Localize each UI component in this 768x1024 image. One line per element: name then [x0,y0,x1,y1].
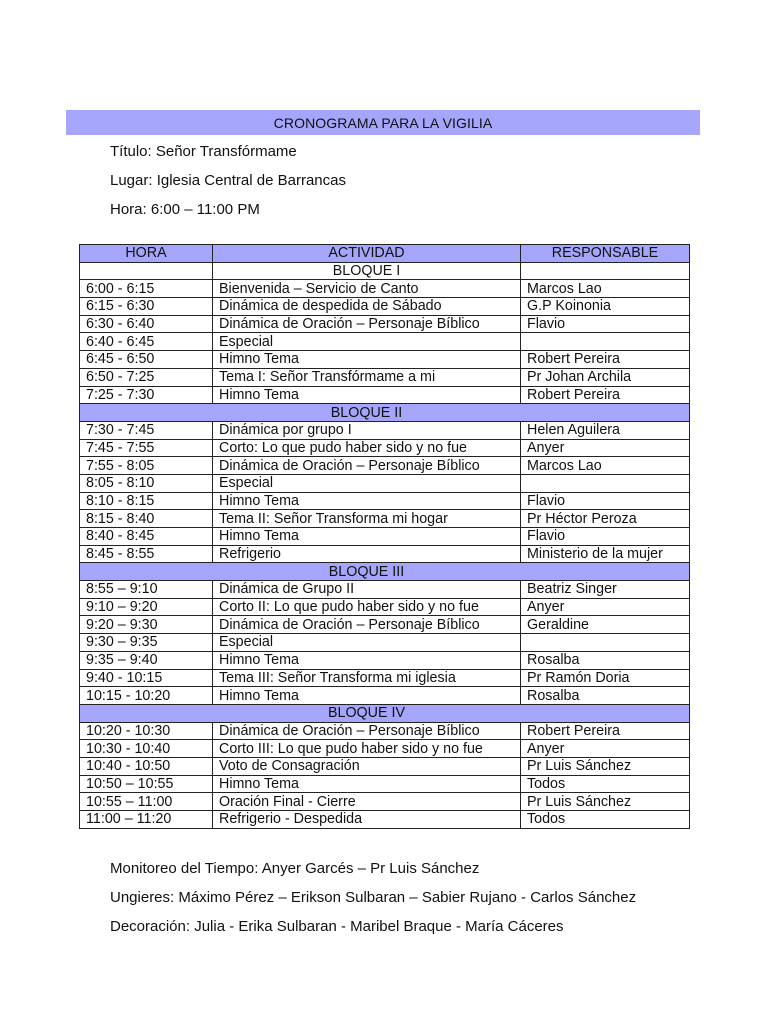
hora-cell: 10:55 – 11:00 [80,793,213,811]
hora-cell: 7:25 - 7:30 [80,386,213,404]
ungieres-value: Máximo Pérez – Erikson Sulbaran – Sabier Rujano - Carlos Sánchez [174,889,637,906]
table-row [80,687,690,705]
lugar-label: Lugar: [110,172,153,189]
table-header-row [80,245,690,263]
responsable-cell: Todos [521,775,690,793]
table-row [80,333,690,351]
hora-value: 6:00 – 11:00 PM [146,201,260,218]
table-row [80,669,690,687]
hora-cell: 6:00 - 6:15 [80,280,213,298]
block-spacer [80,404,213,422]
hora-cell: 8:40 - 8:45 [80,528,213,546]
table-row [80,757,690,775]
block-spacer [80,563,213,581]
table-row [80,598,690,616]
actividad-cell: Voto de Consagración [213,757,521,775]
actividad-cell: Corto: Lo que pudo haber sido y no fue [213,439,521,457]
actividad-cell: Dinámica por grupo I [213,421,521,439]
meta-lugar [110,172,346,189]
actividad-cell: Corto II: Lo que pudo haber sido y no fue [213,598,521,616]
hora-cell: 8:15 - 8:40 [80,510,213,528]
block-spacer [521,704,690,722]
schedule-table [79,244,690,829]
hora-cell: 9:30 – 9:35 [80,634,213,652]
actividad-cell: Himno Tema [213,651,521,669]
actividad-cell: Dinámica de Oración – Personaje Bíblico [213,722,521,740]
block-row [80,262,690,280]
block-row [80,704,690,722]
table-row [80,634,690,652]
responsable-cell: Rosalba [521,651,690,669]
table-row [80,315,690,333]
actividad-cell: Himno Tema [213,492,521,510]
responsable-cell: Anyer [521,439,690,457]
hora-cell: 9:40 - 10:15 [80,669,213,687]
table-row [80,298,690,316]
lugar-value: Iglesia Central de Barrancas [152,172,346,189]
meta-titulo [110,143,297,160]
ungieres-label: Ungieres: [110,889,175,906]
actividad-cell: Dinámica de Oración – Personaje Bíblico [213,616,521,634]
decoracion-value: Julia - Erika Sulbaran - Maribel Braque - María Cáceres [190,918,564,935]
titulo-label: Título: [110,143,152,160]
hora-cell: 9:20 – 9:30 [80,616,213,634]
responsable-cell: Rosalba [521,687,690,705]
block-title: BLOQUE II [213,404,521,422]
responsable-cell: Marcos Lao [521,457,690,475]
table-row [80,740,690,758]
responsable-cell: Pr Luis Sánchez [521,793,690,811]
hora-cell: 6:40 - 6:45 [80,333,213,351]
actividad-cell: Himno Tema [213,528,521,546]
table-row [80,793,690,811]
actividad-cell: Especial [213,333,521,351]
actividad-cell: Corto III: Lo que pudo haber sido y no fue [213,740,521,758]
responsable-cell: Pr Ramón Doria [521,669,690,687]
block-spacer [80,704,213,722]
footer-monitoreo [110,860,479,877]
table-row [80,528,690,546]
meta-hora [110,201,260,218]
responsable-cell: Flavio [521,492,690,510]
hora-cell: 8:05 - 8:10 [80,474,213,492]
responsable-cell: Marcos Lao [521,280,690,298]
block-row [80,404,690,422]
responsable-cell [521,634,690,652]
hora-cell: 9:10 – 9:20 [80,598,213,616]
responsable-cell: Anyer [521,598,690,616]
hora-cell: 6:30 - 6:40 [80,315,213,333]
block-spacer [521,404,690,422]
hora-label: Hora: [110,201,147,218]
actividad-cell: Bienvenida – Servicio de Canto [213,280,521,298]
document-title: CRONOGRAMA PARA LA VIGILIA [66,110,700,135]
responsable-cell: Flavio [521,315,690,333]
hora-cell: 8:55 – 9:10 [80,581,213,599]
table-row [80,616,690,634]
table-row [80,722,690,740]
actividad-cell: Tema II: Señor Transforma mi hogar [213,510,521,528]
table-row [80,457,690,475]
hora-cell: 7:30 - 7:45 [80,421,213,439]
actividad-cell: Tema I: Señor Transfórmame a mi [213,368,521,386]
hora-cell: 10:20 - 10:30 [80,722,213,740]
actividad-cell: Dinámica de despedida de Sábado [213,298,521,316]
table-row [80,775,690,793]
hora-cell: 8:45 - 8:55 [80,545,213,563]
table-row [80,280,690,298]
responsable-cell: Robert Pereira [521,351,690,369]
actividad-cell: Dinámica de Oración – Personaje Bíblico [213,315,521,333]
actividad-cell: Himno Tema [213,687,521,705]
table-row [80,474,690,492]
header-actividad: ACTIVIDAD [213,245,521,263]
block-title: BLOQUE IV [213,704,521,722]
actividad-cell: Oración Final - Cierre [213,793,521,811]
responsable-cell: Robert Pereira [521,386,690,404]
block-spacer [521,563,690,581]
actividad-cell: Refrigerio - Despedida [213,811,521,829]
responsable-cell: Todos [521,811,690,829]
hora-cell: 10:40 - 10:50 [80,757,213,775]
responsable-cell: Anyer [521,740,690,758]
hora-cell: 11:00 – 11:20 [80,811,213,829]
hora-cell: 10:15 - 10:20 [80,687,213,705]
hora-cell: 7:45 - 7:55 [80,439,213,457]
hora-cell: 7:55 - 8:05 [80,457,213,475]
table-row [80,439,690,457]
hora-cell: 10:50 – 10:55 [80,775,213,793]
responsable-cell: Helen Aguilera [521,421,690,439]
monitoreo-value: Anyer Garcés – Pr Luis Sánchez [258,860,480,877]
actividad-cell: Tema III: Señor Transforma mi iglesia [213,669,521,687]
table-row [80,421,690,439]
monitoreo-label: Monitoreo del Tiempo: [110,860,259,877]
table-row [80,651,690,669]
block-title: BLOQUE I [213,262,521,280]
hora-cell: 6:45 - 6:50 [80,351,213,369]
table-row [80,811,690,829]
responsable-cell [521,474,690,492]
footer-ungieres [110,889,636,906]
table-row [80,386,690,404]
table-row [80,581,690,599]
header-hora: HORA [80,245,213,263]
titulo-value: Señor Transfórmame [151,143,297,160]
responsable-cell: Pr Luis Sánchez [521,757,690,775]
responsable-cell: Beatriz Singer [521,581,690,599]
hora-cell: 6:50 - 7:25 [80,368,213,386]
table-row [80,510,690,528]
actividad-cell: Dinámica de Oración – Personaje Bíblico [213,457,521,475]
schedule-body [80,262,690,828]
responsable-cell: G.P Koinonia [521,298,690,316]
footer-decoracion [110,918,564,935]
block-title: BLOQUE III [213,563,521,581]
table-row [80,492,690,510]
responsable-cell: Pr Héctor Peroza [521,510,690,528]
decoracion-label: Decoración: [110,918,191,935]
table-row [80,351,690,369]
actividad-cell: Especial [213,474,521,492]
responsable-cell: Ministerio de la mujer [521,545,690,563]
responsable-cell: Pr Johan Archila [521,368,690,386]
actividad-cell: Especial [213,634,521,652]
block-spacer [80,262,213,280]
hora-cell: 9:35 – 9:40 [80,651,213,669]
actividad-cell: Refrigerio [213,545,521,563]
block-spacer [521,262,690,280]
responsable-cell: Robert Pereira [521,722,690,740]
actividad-cell: Himno Tema [213,386,521,404]
responsable-cell: Geraldine [521,616,690,634]
actividad-cell: Himno Tema [213,351,521,369]
hora-cell: 8:10 - 8:15 [80,492,213,510]
header-responsable: RESPONSABLE [521,245,690,263]
block-row [80,563,690,581]
responsable-cell: Flavio [521,528,690,546]
actividad-cell: Himno Tema [213,775,521,793]
actividad-cell: Dinámica de Grupo II [213,581,521,599]
hora-cell: 10:30 - 10:40 [80,740,213,758]
responsable-cell [521,333,690,351]
table-row [80,368,690,386]
table-row [80,545,690,563]
hora-cell: 6:15 - 6:30 [80,298,213,316]
